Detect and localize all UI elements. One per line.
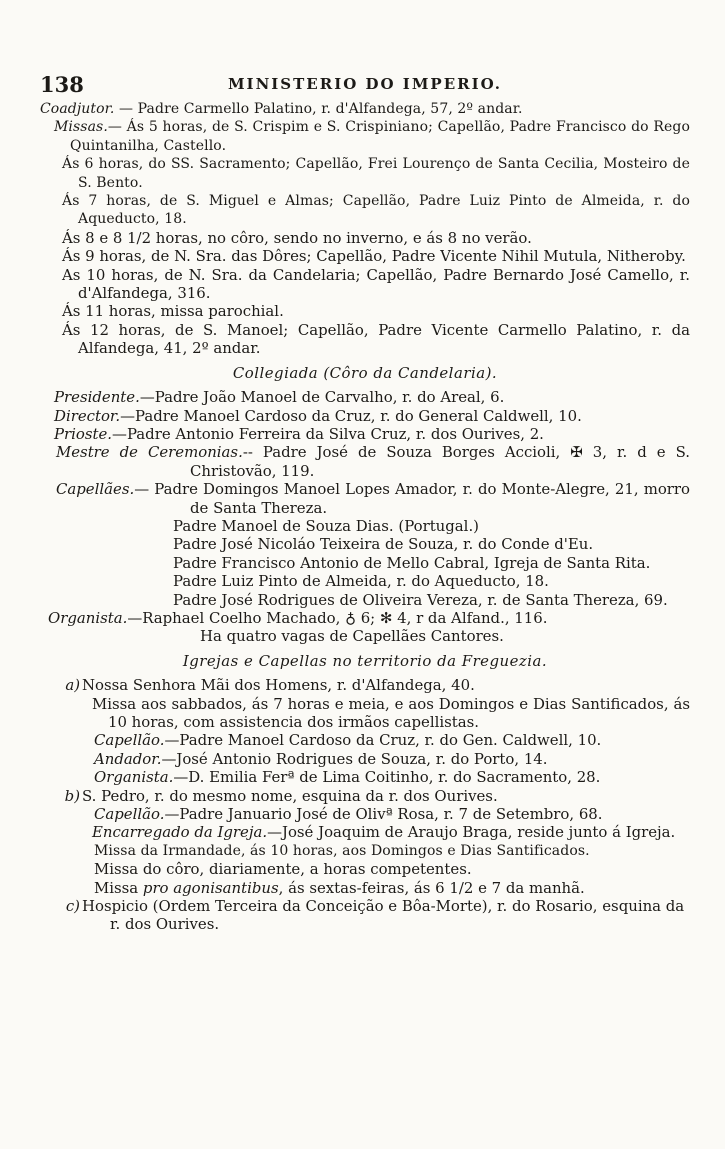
running-title: MINISTERIO DO IMPERIO.: [227, 75, 503, 93]
page-number: 138: [40, 72, 84, 97]
capellaes-text: — Padre Domingos Manoel Lopes Amador, r. do Monte-Alegre, 21, morro de Santa Thereza.: [134, 480, 690, 517]
director-label: Director.: [54, 406, 121, 425]
page-header: [40, 72, 690, 98]
church-a-andador: [40, 750, 690, 768]
mass-9: Ás 9 horas, de N. Sra. das Dôres; Capellão, Padre Vicente Nihil Mutula, Nitheroby.: [62, 247, 686, 266]
mestre-entry: [40, 443, 690, 480]
coadjutor-text: — Padre Carmello Palatino, r. d'Alfandega, 57, 2º andar.: [114, 101, 523, 117]
church-b-missa-3-a: Missa: [94, 878, 143, 897]
church-b-missa-3-em: pro agonisantibus: [142, 878, 279, 897]
capellao-2: Padre Manoel de Souza Dias. (Portugal.): [173, 516, 479, 535]
church-b-capellao-text: —Padre Januario José de Olivª Rosa, r. 7 de Setembro, 68.: [164, 805, 603, 824]
presidente-entry: [40, 388, 690, 406]
organista-entry: [40, 609, 690, 627]
missas-text: — Ás 5 horas, de S. Crispim e S. Crispiniano; Capellão, Padre Francisco do Rego Quintanilha, Castello.: [70, 119, 690, 154]
church-c-name: Hospicio (Ordem Terceira da Conceição e Bôa-Morte), r. do Rosario, esquina da r. dos Ourives.: [82, 897, 685, 934]
church-b-missa-1: Missa da Irmandade, ás 10 horas, aos Domingos e Dias Santificados.: [94, 842, 590, 859]
prioste-entry: [40, 425, 690, 443]
prioste-label: Prioste.: [54, 424, 113, 443]
capellao-5: Padre Luiz Pinto de Almeida, r. do Aqueducto, 18.: [173, 572, 549, 591]
church-a-capellao-label: Capellão.: [94, 731, 165, 750]
presidente-text: —Padre João Manoel de Carvalho, r. do Areal, 6.: [139, 388, 505, 407]
church-a-organista-text: —D. Emilia Ferª de Lima Coitinho, r. do Sacramento, 28.: [173, 768, 601, 787]
church-b-title: [40, 787, 690, 805]
capellao-3: Padre José Nicoláo Teixeira de Souza, r. do Conde d'Eu.: [173, 535, 594, 554]
mass-12: Ás 12 horas, de S. Manoel; Capellão, Padre Vicente Carmello Palatino, r. da Alfandega, 41, 2º andar.: [62, 320, 690, 358]
collegiada-heading: Collegiada (Côro da Candelaria).: [232, 363, 498, 382]
church-b-name: S. Pedro, r. do mesmo nome, esquina da r. dos Ourives.: [82, 786, 498, 805]
presidente-label: Presidente.: [54, 388, 140, 407]
church-a-missa: Missa aos sabbados, ás 7 horas e meia, e aos Domingos e Dias Santificados, ás 10 horas, com assistencia dos irmãos capellistas.: [92, 694, 690, 731]
church-a-organista: [40, 768, 690, 786]
church-a-name: Nossa Senhora Mãi dos Homens, r. d'Alfandega, 40.: [82, 676, 475, 695]
organista-text: —Raphael Coelho Machado, ♁ 6; ✻ 4, r da Alfand., 116.: [127, 608, 548, 627]
church-c-title: [40, 897, 690, 934]
vagas-note: Ha quatro vagas de Capellães Cantores.: [200, 627, 504, 646]
church-b-encarregado-label: Encarregado da Igreja.: [92, 823, 268, 842]
church-b-capellao-label: Capellão.: [94, 805, 165, 824]
igrejas-heading: Igrejas e Capellas no territorio da Freguezia.: [182, 651, 548, 670]
church-c-marker: c): [65, 897, 80, 916]
mass-6: Ás 6 horas, do SS. Sacramento; Capellão, Frei Lourenço de Santa Cecilia, Mosteiro de S. Bento.: [62, 156, 690, 191]
church-b-missa-3: [40, 879, 690, 897]
capellaes-entry: [40, 480, 690, 517]
capellao-6: Padre José Rodrigues de Oliveira Vereza, r. de Santa Thereza, 69.: [173, 590, 668, 609]
church-b-marker: b): [64, 786, 80, 805]
capellaes-label: Capellães.: [56, 480, 135, 499]
church-b-missa-3-b: , ás sextas-feiras, ás 6 1/2 e 7 da manhã.: [278, 878, 585, 897]
director-entry: [40, 407, 690, 425]
church-b-encarregado-text: —José Joaquim de Araujo Braga, reside junto á Igreja.: [267, 823, 676, 842]
church-a-andador-text: —José Antonio Rodrigues de Souza, r. do Porto, 14.: [161, 749, 548, 768]
mass-8: Ás 8 e 8 1/2 horas, no côro, sendo no inverno, e ás 8 no verão.: [62, 228, 532, 247]
church-a-title: [40, 676, 690, 694]
church-b-capellao: [40, 805, 690, 823]
mass-11: Ás 11 horas, missa parochial.: [62, 302, 284, 321]
church-b-missa-2: Missa do côro, diariamente, a horas competentes.: [94, 860, 472, 879]
church-a-organista-label: Organista.: [94, 768, 174, 787]
church-a-andador-label: Andador.: [94, 749, 162, 768]
mass-7: Ás 7 horas, de S. Miguel e Almas; Capellão, Padre Luiz Pinto de Almeida, r. do Aqueducto, 18.: [62, 193, 690, 228]
church-a-capellao-text: —Padre Manoel Cardoso da Cruz, r. do Gen. Caldwell, 10.: [164, 731, 602, 750]
mass-10: As 10 horas, de N. Sra. da Candelaria; Capellão, Padre Bernardo José Camello, r. d'Alfandega, 316.: [62, 265, 690, 303]
missas-label: Missas.: [54, 119, 108, 136]
director-text: —Padre Manoel Cardoso da Cruz, r. do General Caldwell, 10.: [120, 406, 582, 425]
body-text: [40, 100, 690, 934]
capellao-4: Padre Francisco Antonio de Mello Cabral, Igreja de Santa Rita.: [173, 553, 651, 572]
mestre-label: Mestre de Ceremonias.: [56, 443, 243, 462]
mestre-text: -- Padre José de Souza Borges Accioli, ✠ 3, r. d e S. Christovão, 119.: [190, 443, 690, 480]
prioste-text: —Padre Antonio Ferreira da Silva Cruz, r. dos Ourives, 2.: [112, 424, 544, 443]
church-a-capellao: [40, 731, 690, 749]
missas-entry: [40, 118, 690, 155]
church-a-marker: a): [65, 676, 80, 695]
coadjutor-label: Coadjutor.: [40, 101, 115, 117]
church-b-encarregado: [40, 823, 690, 841]
coadjutor-entry: [40, 100, 690, 118]
organista-label: Organista.: [48, 608, 128, 627]
